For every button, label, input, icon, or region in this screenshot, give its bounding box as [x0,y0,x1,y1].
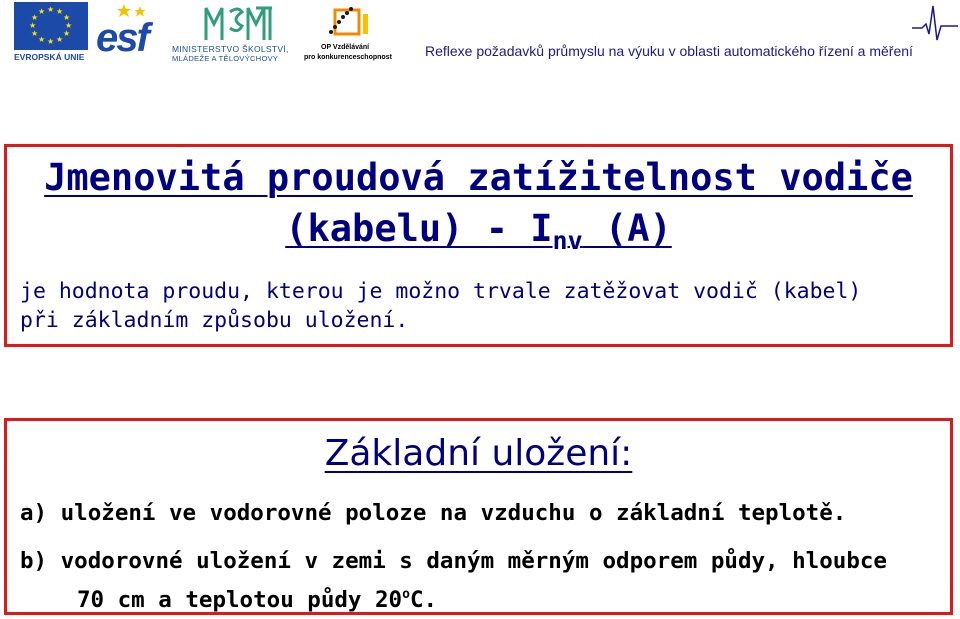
definition-title-line1: Jmenovitá proudová zatížitelnost vodiče [44,156,913,199]
definition-title-subscript: nv [552,226,583,255]
op-label-line1: OP Vzdělávání [321,44,370,51]
list-item-b-prefix: 70 cm a teplotou půdy 20 [77,587,403,613]
msmt-label-line1: MINISTERSTVO ŠKOLSTVÍ, [172,44,289,54]
list-item-b-line1: b) vodorovné uložení v zemi s daným měrným odporem půdy, hloubce [20,548,887,574]
esf-logo [96,2,168,64]
pulse-icon [912,4,958,42]
definition-text-line1: je hodnota proudu, kterou je možno trvale zatěžovat vodič (kabel) [20,279,862,304]
op-logo-icon [321,4,371,40]
definition-title-line2 [7,209,950,261]
definition-title-suffix: (A) [582,207,672,250]
definition-text-line2: při základním způsobu uložení. [20,308,409,333]
eu-label: EVROPSKÁ UNIE [14,52,85,62]
definition-box [4,144,953,347]
definition-title-prefix: (kabelu) - I [285,207,553,250]
header-title: Reflexe požadavků průmyslu na výuku v oblasti automatického řízení a měření [425,43,913,59]
degree-superscript: o [402,587,410,602]
op-logo [304,2,392,64]
msmt-label-line2: MLÁDEŽE A TĚLOVÝCHOVY [172,54,279,63]
eu-logo [14,2,92,64]
list-item-b-suffix: C. [409,587,438,613]
basic-placement-box [4,418,953,615]
basic-placement-title: Základní uložení: [324,433,633,474]
msmt-logo-icon [204,2,274,42]
eu-flag-icon: ★ ★ ★ ★ ★ ★ ★ ★ ★ ★ ★ ★ [14,2,88,50]
list-item-b-line2 [77,581,437,614]
list-item-a: a) uložení ve vodorovné poloze na vzduchu o základní teplotě. [20,500,847,526]
op-label-line2: pro konkurenceschopnost [304,54,392,61]
msmt-logo [172,2,302,64]
esf-label: esf [96,16,148,60]
